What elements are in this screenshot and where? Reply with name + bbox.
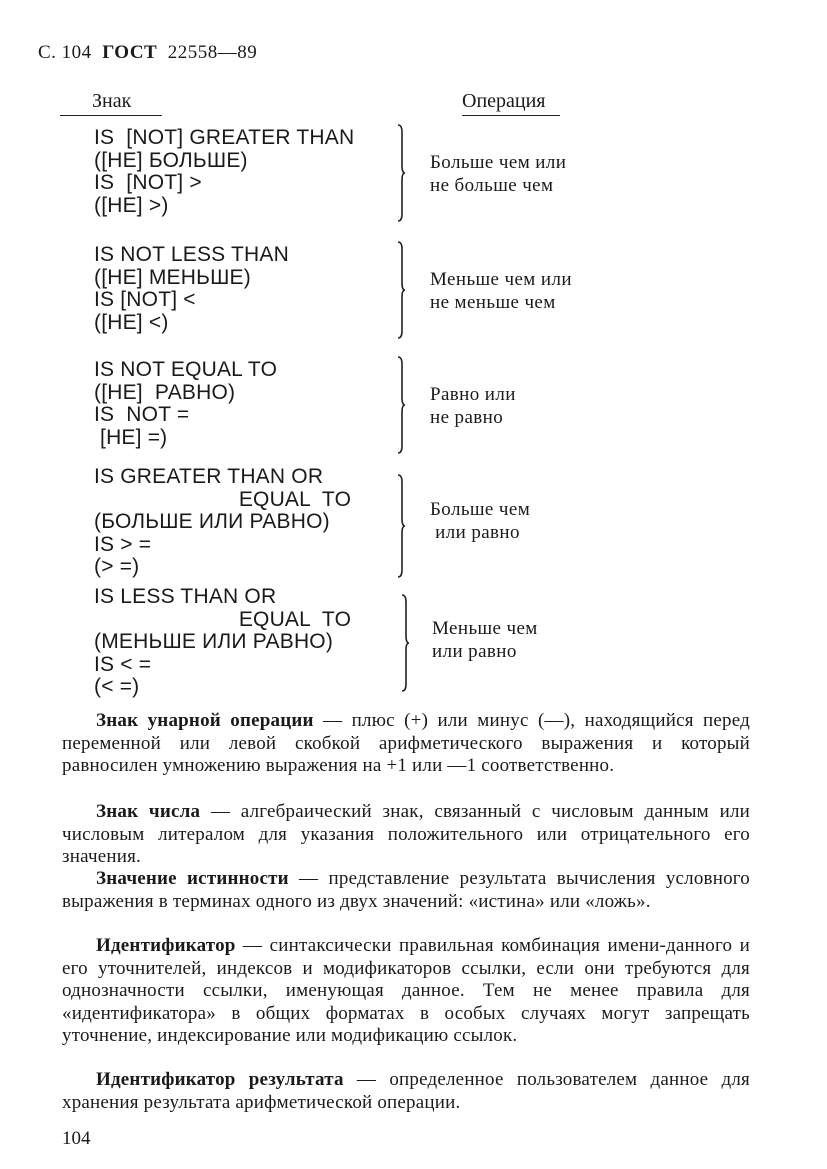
right-brace (396, 356, 406, 454)
definition-text: — определенное пользователем данное для хранения результата арифметической операции. (62, 1069, 750, 1113)
column-header-sign-underline (60, 115, 162, 116)
standard-number: 22558—89 (167, 42, 258, 63)
operation-line: Больше чем или (430, 152, 567, 173)
right-brace (396, 124, 406, 222)
operation-line: Меньше чем или (430, 269, 572, 290)
sign-line: ([HE] <) (94, 310, 169, 334)
sign-line: (< =) (94, 675, 140, 698)
sign-line: IS [NOT] > (94, 171, 202, 194)
column-header-sign: Знак (92, 90, 132, 112)
definition-term: Значение истинности (96, 868, 289, 889)
operation-line: или равно (432, 641, 517, 662)
sign-line: IS LESS THAN OR (94, 585, 277, 608)
sign-line: [HE] =) (94, 425, 168, 449)
sign-line: ([HE] >) (94, 193, 169, 217)
column-header-operation: Операция (462, 90, 546, 112)
sign-line: IS [NOT] < (94, 288, 196, 311)
column-header-operation-underline (462, 115, 560, 116)
definition-term: Знак унарной операции (96, 710, 314, 731)
page-header (38, 42, 257, 64)
sign-line: ([HE] РАВНО) (94, 380, 236, 404)
sign-line: (> =) (94, 555, 140, 578)
definition-term: Знак числа (96, 801, 201, 822)
operation-line: не больше чем (430, 175, 554, 196)
definition-text: — синтаксически правильная комбинация имени-данного и его уточнителей, индексов и модификаторов ссылки, если они требуются для однозначности ссылки, именующая данное. Тем не менее правила для «идентификатора» в общих форматах в особых случаях могут запрещать уточнение, индексирование или модификацию ссылок. (62, 935, 750, 1047)
definition-text: — представление результата вычисления условного выражения в терминах одного из двух значений: «истина» или «ложь». (62, 868, 751, 912)
sign-list (94, 586, 351, 699)
sign-line: IS > = (94, 532, 152, 556)
sign-list (94, 127, 354, 217)
operation-text (430, 268, 572, 314)
definition-term: Идентификатор результата (96, 1069, 344, 1090)
definition-text: — алгебраический знак, связанный с числовым данным или числовым литералом для указания положительного или отрицательного его значения. (62, 801, 750, 868)
sign-list (94, 466, 351, 579)
definition-result-identifier (62, 1069, 750, 1114)
sign-line: (МЕНЬШЕ ИЛИ РАВНО) (94, 630, 334, 653)
sign-list (94, 244, 289, 334)
sign-line: ([HE] БОЛЬШЕ) (94, 148, 248, 172)
definition-term: Идентификатор (96, 935, 236, 956)
sign-line: EQUAL TO (94, 487, 352, 511)
sign-line: ([HE] МЕНЬШЕ) (94, 265, 251, 289)
sign-line: IS NOT EQUAL TO (94, 358, 278, 381)
standard-label: ГОСТ (102, 42, 158, 63)
page-label: С. 104 (38, 42, 92, 63)
right-brace (400, 594, 410, 692)
definition-unary-sign (62, 710, 750, 778)
definition-text: — плюс (+) или минус (—), находящийся перед переменной или левой скобкой арифметического выражения и который равносилен умножению выражения на +1 или —1 соответственно. (62, 710, 750, 777)
operation-text (430, 498, 530, 544)
definition-truth-value (62, 868, 750, 913)
sign-line: EQUAL TO (94, 607, 352, 631)
definition-identifier (62, 935, 750, 1048)
operation-line: Больше чем (430, 499, 531, 520)
operation-line: или равно (430, 522, 520, 543)
sign-line: IS NOT = (94, 403, 190, 426)
operation-line: Меньше чем (432, 618, 538, 639)
sign-line: (БОЛЬШЕ ИЛИ РАВНО) (94, 510, 330, 533)
sign-line: IS NOT LESS THAN (94, 243, 289, 266)
definition-number-sign (62, 801, 750, 869)
sign-line: IS GREATER THAN OR (94, 465, 324, 488)
operation-text (432, 617, 538, 663)
operation-line: не меньше чем (430, 292, 556, 313)
right-brace (396, 474, 406, 578)
sign-line: IS [NOT] GREATER THAN (94, 126, 355, 149)
operation-line: Равно или (430, 384, 516, 405)
sign-line: IS < = (94, 652, 152, 676)
operation-text (430, 151, 566, 197)
operation-text (430, 383, 516, 429)
right-brace (396, 241, 406, 339)
sign-list (94, 359, 277, 449)
operation-line: не равно (430, 407, 504, 428)
page-number: 104 (62, 1128, 91, 1149)
